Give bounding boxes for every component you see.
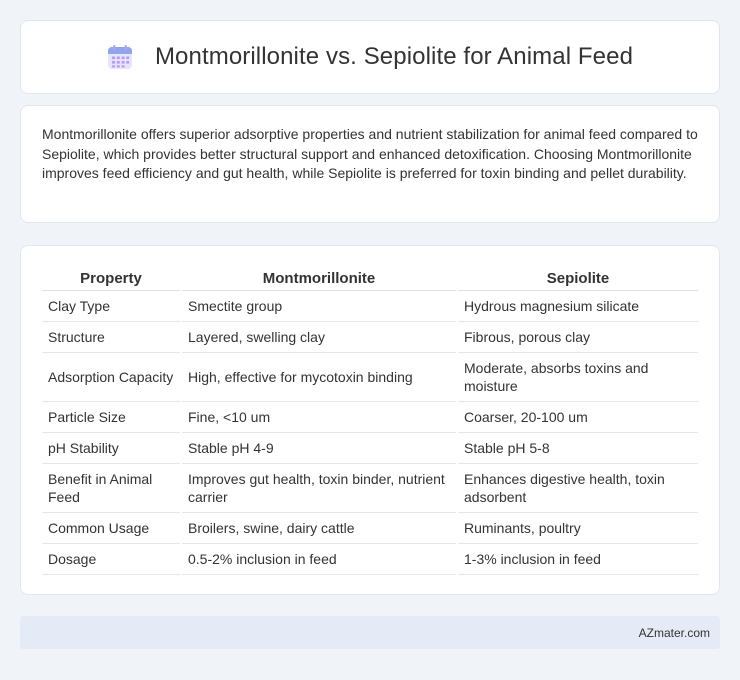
property-cell: Common Usage	[42, 512, 181, 543]
property-cell: Clay Type	[42, 290, 181, 321]
header-property: Property	[42, 264, 181, 290]
sepiolite-cell: Hydrous magnesium silicate	[457, 290, 698, 321]
table-header-row	[42, 264, 698, 290]
sepiolite-cell: Stable pH 5-8	[457, 432, 698, 463]
montmorillonite-cell: Fine, <10 um	[181, 401, 457, 432]
title-card	[20, 20, 720, 94]
table-row	[42, 290, 698, 321]
table-row	[42, 463, 698, 512]
table-row	[42, 543, 698, 574]
montmorillonite-cell: Smectite group	[181, 290, 457, 321]
header-sepiolite: Sepiolite	[457, 264, 698, 290]
header-montmorillonite: Montmorillonite	[181, 264, 457, 290]
montmorillonite-cell: Broilers, swine, dairy cattle	[181, 512, 457, 543]
sepiolite-cell: 1-3% inclusion in feed	[457, 543, 698, 574]
summary-card	[20, 105, 720, 223]
sepiolite-cell: Ruminants, poultry	[457, 512, 698, 543]
footer-brand: AZmater.com	[638, 626, 710, 640]
table-row	[42, 432, 698, 463]
table-row	[42, 321, 698, 352]
comparison-table-card	[20, 245, 720, 595]
montmorillonite-cell: High, effective for mycotoxin binding	[181, 352, 457, 401]
summary-text: Montmorillonite offers superior adsorptive properties and nutrient stabilization for animal feed compared to Sepiolite, which provides better structural support and enhanced detoxification. Choosing Montmorillonite improves feed efficiency and gut health, while Sepiolite is preferred for toxin binding and pellet durability.	[42, 126, 698, 182]
sepiolite-cell: Enhances digestive health, toxin adsorbent	[457, 463, 698, 512]
montmorillonite-cell: Improves gut health, toxin binder, nutrient carrier	[181, 463, 457, 512]
property-cell: Structure	[42, 321, 181, 352]
property-cell: Adsorption Capacity	[42, 352, 181, 401]
comparison-table	[42, 264, 698, 575]
footer-bar	[20, 616, 720, 649]
sepiolite-cell: Fibrous, porous clay	[457, 321, 698, 352]
table-row	[42, 512, 698, 543]
table-row	[42, 352, 698, 401]
montmorillonite-cell: Layered, swelling clay	[181, 321, 457, 352]
table-row	[42, 401, 698, 432]
montmorillonite-cell: 0.5-2% inclusion in feed	[181, 543, 457, 574]
sepiolite-cell: Moderate, absorbs toxins and moisture	[457, 352, 698, 401]
property-cell: pH Stability	[42, 432, 181, 463]
calendar-icon	[107, 44, 133, 70]
property-cell: Benefit in Animal Feed	[42, 463, 181, 512]
property-cell: Dosage	[42, 543, 181, 574]
sepiolite-cell: Coarser, 20-100 um	[457, 401, 698, 432]
property-cell: Particle Size	[42, 401, 181, 432]
montmorillonite-cell: Stable pH 4-9	[181, 432, 457, 463]
page-title: Montmorillonite vs. Sepiolite for Animal Feed	[154, 43, 634, 70]
